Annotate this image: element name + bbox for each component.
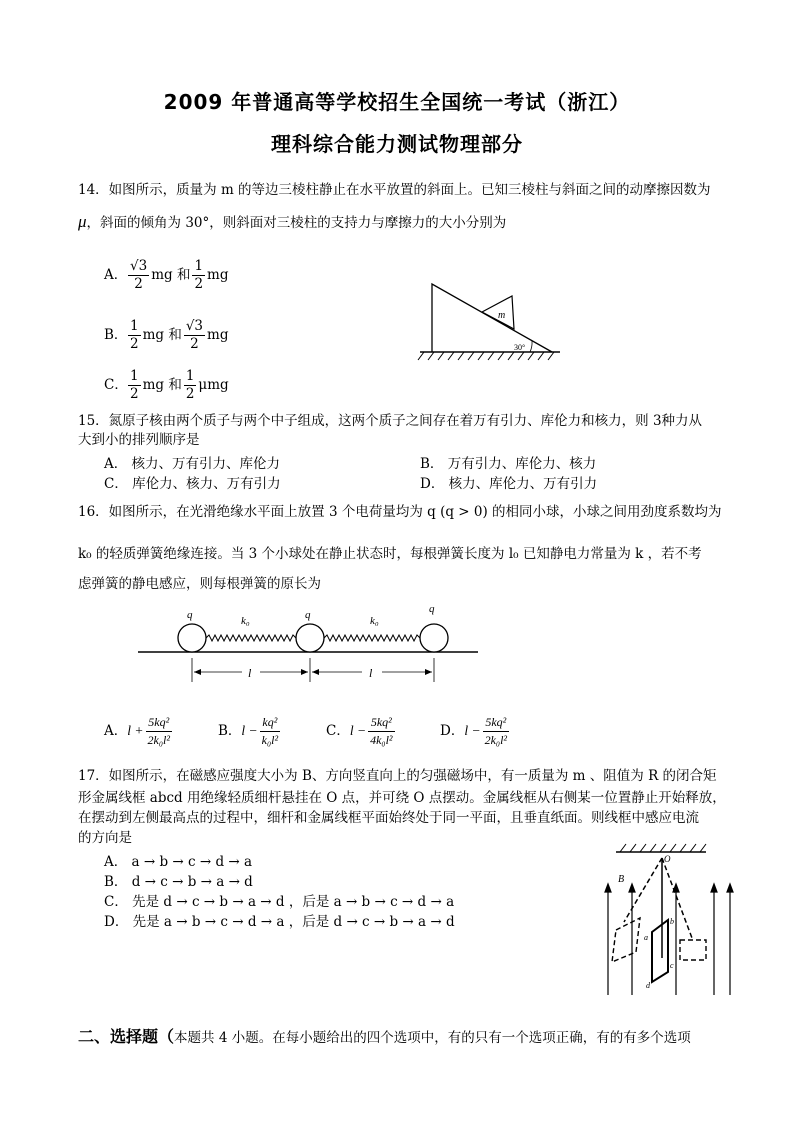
- q17-stem-line1: 17．如图所示，在磁感应强度大小为 B、方向竖直向上的匀强磁场中，有一质量为 m 、阻值为 R 的闭合矩: [78, 768, 717, 784]
- q17-option-b[interactable]: B． d → c → b → a → d: [104, 874, 253, 890]
- q17-stem-line2: 形金属线框 abcd 用绝缘轻质细杆悬挂在 O 点，并可绕 O 点摆动。金属线框从右侧某一位置静止开始释放，: [78, 790, 726, 806]
- spring-right: [324, 635, 420, 641]
- q17-option-d[interactable]: D． 先是 a → b → c → d → a ，后是 d → c → b → a → d: [104, 914, 455, 930]
- q16-stem-line1: 16．如图所示，在光滑绝缘水平面上放置 3 个电荷量均为 q (q > 0) 的相同小球，小球之间用劲度系数均为: [78, 504, 722, 520]
- section-heading: 二、选择题: [78, 1027, 159, 1046]
- corner-c: c: [670, 961, 674, 970]
- q15-stem-line2: 大到小的排列顺序是: [78, 432, 200, 448]
- q15-stem-line1: 15．氮原子核由两个质子与两个中子组成，这两个质子之间存在着万有引力、库伦力和核力，则 3种力从: [78, 413, 703, 429]
- frame-right-dashed: [680, 940, 706, 960]
- incline-wedge: [432, 284, 552, 352]
- q16-option-c[interactable]: C．l − $\frac{\text{5kq²}}{\text{4k₀l²}}$: [326, 715, 393, 747]
- spring-charges-figure: [138, 600, 478, 690]
- dim-arrow: [425, 669, 432, 675]
- charge-ball-right: [420, 624, 448, 652]
- frame-center: [652, 920, 668, 982]
- q14-option-a[interactable]: A． $\frac{√3}{2}$ mg 和 $\frac{1}{2}$ mg: [104, 258, 229, 292]
- charge-ball-left: [178, 624, 206, 652]
- q16-option-d[interactable]: D．l − $\frac{\text{5kq²}}{\text{2k₀l²}}$: [440, 715, 508, 747]
- dim-arrow: [312, 669, 319, 675]
- q14-option-c[interactable]: C． $\frac{1}{2}$ mg 和 $\frac{1}{2}$ μmg: [104, 368, 229, 402]
- angle-label: 30°: [514, 343, 526, 352]
- q17-stem-line3: 在摆动到左侧最高点的过程中，细杆和金属线框平面始终处于同一平面，且垂直纸面。则线框中感应电流: [78, 810, 699, 826]
- ground-hatching: [418, 352, 554, 360]
- q15-option-c[interactable]: C． 库伦力、核力、万有引力: [104, 476, 281, 492]
- incline-figure: [410, 278, 570, 366]
- angle-arc: [530, 341, 532, 352]
- page-title: 2009 年普通高等学校招生全国统一考试（浙江）: [163, 90, 631, 114]
- section-description: 本题共 4 小题。在每小题给出的四个选项中，有的只有一个选项正确，有的有多个选项: [174, 1030, 691, 1046]
- q17-stem-line4: 的方向是: [78, 830, 132, 846]
- corner-b: b: [670, 917, 674, 926]
- section-paren: （: [158, 1027, 175, 1046]
- pivot-label: O: [664, 854, 671, 864]
- length-label-right: l: [369, 666, 373, 680]
- corner-d: d: [646, 981, 650, 990]
- q17-option-a[interactable]: A． a → b → c → d → a: [104, 854, 253, 870]
- section-heading-row: [78, 1024, 691, 1047]
- q15-option-d[interactable]: D． 核力、库伦力、万有引力: [420, 476, 598, 492]
- charge-label-right: q: [429, 603, 435, 615]
- dim-arrow: [194, 669, 201, 675]
- spring-constant-label-right: k₀: [370, 615, 379, 627]
- ceiling-hatching: [620, 844, 706, 852]
- pendulum-frame-figure: [596, 840, 746, 1000]
- q14-stem-line2: μ，斜面的倾角为 30°，则斜面对三棱柱的支持力与摩擦力的大小分别为: [78, 212, 507, 231]
- frame-left-dashed: [612, 918, 640, 962]
- charge-label-left: q: [187, 609, 193, 621]
- rod-right-dashed: [662, 858, 692, 938]
- field-label: B: [618, 874, 625, 885]
- spring-left: [206, 635, 296, 641]
- q17-option-c[interactable]: C． 先是 d → c → b → a → d ，后是 a → b → c → d → a: [104, 894, 455, 910]
- charge-ball-middle: [296, 624, 324, 652]
- q16-stem-line2: k₀ 的轻质弹簧绝缘连接。当 3 个小球处在静止状态时，每根弹簧长度为 l₀ 已知静电力常量为 k ，若不考: [78, 546, 702, 562]
- q16-option-b[interactable]: B．l − $\frac{\text{kq²}}{\text{k₀l²}}$: [218, 715, 279, 747]
- q15-option-a[interactable]: A． 核力、万有引力、库伦力: [104, 456, 281, 472]
- mu-symbol: μ: [78, 212, 87, 231]
- q16-stem-line3: 虑弹簧的静电感应，则每根弹簧的原长为: [78, 576, 321, 592]
- q15-option-b[interactable]: B． 万有引力、库伦力、核力: [420, 456, 597, 472]
- mass-label: m: [498, 310, 506, 321]
- corner-a: a: [644, 933, 648, 942]
- dim-arrow: [301, 669, 308, 675]
- q14-stem-line1: 14．如图所示，质量为 m 的等边三棱柱静止在水平放置的斜面上。已知三棱柱与斜面之间的动摩擦因数为: [78, 182, 711, 198]
- length-label-left: l: [248, 666, 252, 680]
- q16-option-a[interactable]: A．l + $\frac{\text{5kq²}}{\text{2k₀l²}}$: [104, 715, 170, 747]
- spring-constant-label-left: k₀: [241, 615, 250, 627]
- q14-option-b[interactable]: B． $\frac{1}{2}$ mg 和 $\frac{√3}{2}$ mg: [104, 318, 229, 352]
- charge-label-middle: q: [305, 609, 311, 621]
- page-subtitle: 理科综合能力测试物理部分: [271, 132, 523, 156]
